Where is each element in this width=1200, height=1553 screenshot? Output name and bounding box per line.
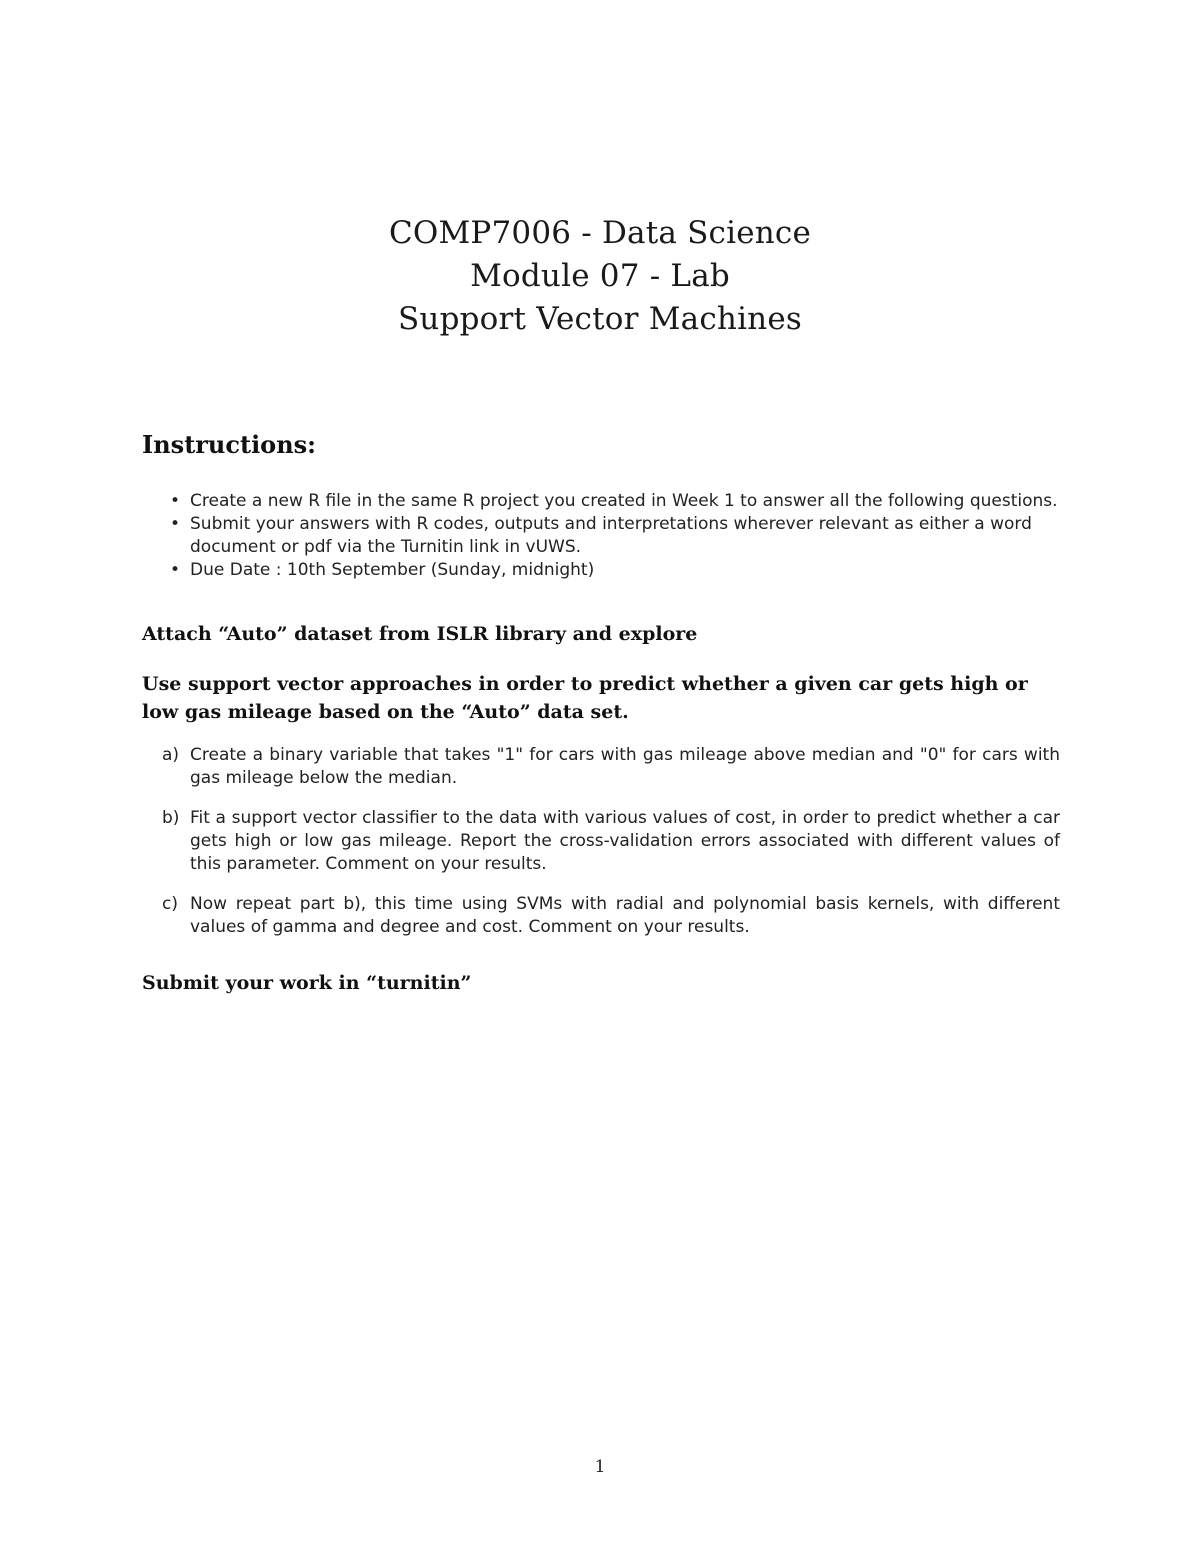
part-text: Create a binary variable that takes "1" for cars with gas mileage above median and "0" for cars with gas mileage below the median. xyxy=(190,745,1060,788)
section-heading-submit: Submit your work in “turnitin” xyxy=(142,972,472,994)
part-marker: a) xyxy=(162,745,180,765)
bullet-icon: • xyxy=(170,560,181,580)
part-marker: b) xyxy=(162,808,180,828)
course-title: COMP7006 - Data Science xyxy=(388,215,812,251)
list-item xyxy=(142,490,1060,513)
module-title: Module 07 - Lab xyxy=(470,258,730,294)
list-item-text: Submit your answers with R codes, outputs and interpretations wherever relevant as either a word document or pdf via the Turnitin link in vUWS. xyxy=(190,514,1032,557)
section-heading-task: Use support vector approaches in order to predict whether a given car gets high or low gas mileage based on the “Auto” data set. xyxy=(142,673,1028,723)
bullet-icon: • xyxy=(170,514,181,534)
list-item xyxy=(142,513,1060,559)
part-marker: c) xyxy=(162,894,178,914)
list-item xyxy=(142,559,1060,582)
list-item-text: Due Date : 10th September (Sunday, midnight) xyxy=(190,560,595,580)
document-body xyxy=(142,426,1060,997)
section-heading-attach: Attach “Auto” dataset from ISLR library and explore xyxy=(142,623,698,645)
part-text: Now repeat part b), this time using SVMs with radial and polynomial basis kernels, with different values of gamma and degree and cost. Comment on your results. xyxy=(190,894,1060,937)
instructions-heading: Instructions: xyxy=(142,430,317,459)
task-parts-list xyxy=(142,744,1060,939)
task-part-b xyxy=(142,807,1060,876)
task-part-c xyxy=(142,893,1060,939)
list-item-text: Create a new R file in the same R project you created in Week 1 to answer all the following questions. xyxy=(190,491,1058,511)
page-number: 1 xyxy=(594,1457,606,1477)
topic-title: Support Vector Machines xyxy=(397,301,802,337)
document-title-block xyxy=(0,212,1200,341)
instructions-list xyxy=(142,490,1060,582)
task-part-a xyxy=(142,744,1060,790)
bullet-icon: • xyxy=(170,491,181,511)
part-text: Fit a support vector classifier to the data with various values of cost, in order to predict whether a car gets high or low gas mileage. Report the cross-validation errors associated with different values of this parameter. Comment on your results. xyxy=(190,808,1060,874)
